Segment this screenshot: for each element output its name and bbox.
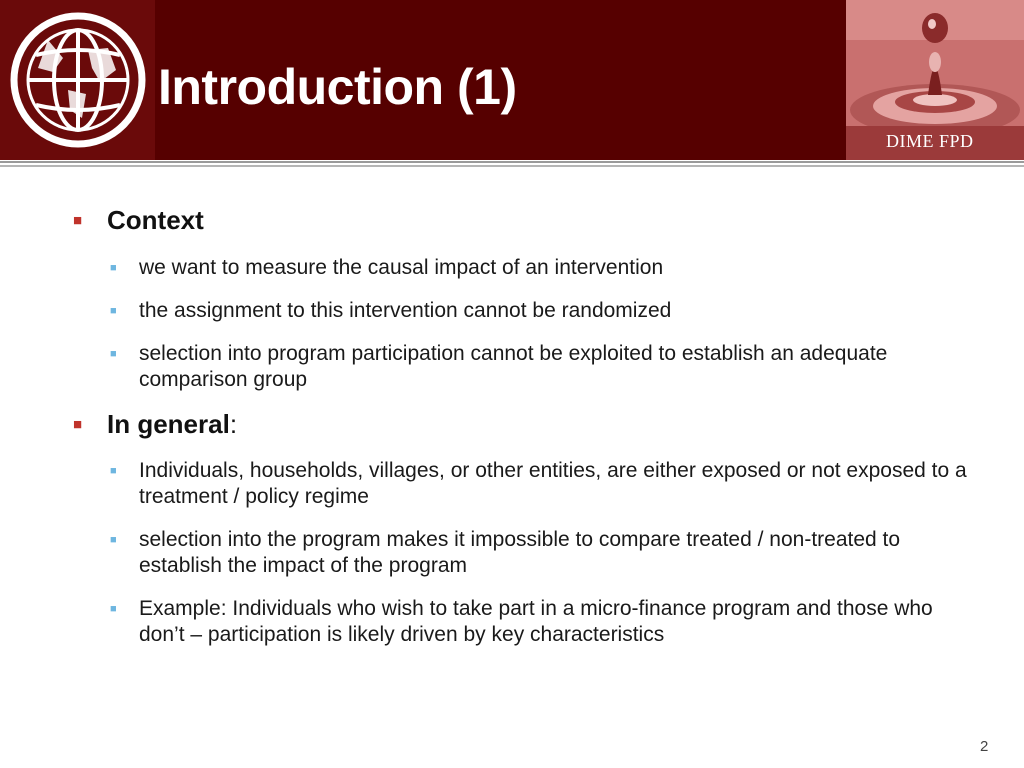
square-bullet-icon: ■ [73,416,83,433]
page-number: 2 [980,738,989,755]
brand-label: DIME FPD [886,131,974,151]
bullet-item: the assignment to this intervention cannot be randomized [139,299,672,322]
logo [0,0,155,160]
bullet-item: selection into the program makes it impossible to compare treated / non-treated to establish the impact of the program [139,528,901,577]
square-bullet-icon: ■ [110,262,117,274]
header-divider-secondary [0,165,1024,167]
square-bullet-icon: ■ [110,465,117,477]
slide-header [0,0,1024,160]
heading-colon: : [229,409,238,439]
square-bullet-icon: ■ [110,534,117,546]
bullet-item: Example: Individuals who wish to take part in a micro-finance program and those who don’t – participation is likely driven by key characteristics [139,597,933,646]
section-heading-context: Context [107,205,204,235]
square-bullet-icon: ■ [110,348,117,360]
header-divider [0,161,1024,163]
page-title: Introduction (1) [158,59,517,115]
square-bullet-icon: ■ [73,212,83,229]
bullet-item: selection into program participation cannot be exploited to establish an adequate comparison group [139,342,888,391]
square-bullet-icon: ■ [110,305,117,317]
section-heading-in-general [107,409,237,440]
bullet-item: Individuals, households, villages, or other entities, are either exposed or not exposed to a treatment / policy regime [139,459,967,508]
globe-icon [8,10,148,150]
square-bullet-icon: ■ [110,603,117,615]
bullet-item: we want to measure the causal impact of an intervention [139,256,664,279]
section-heading-text: In general [107,409,230,439]
